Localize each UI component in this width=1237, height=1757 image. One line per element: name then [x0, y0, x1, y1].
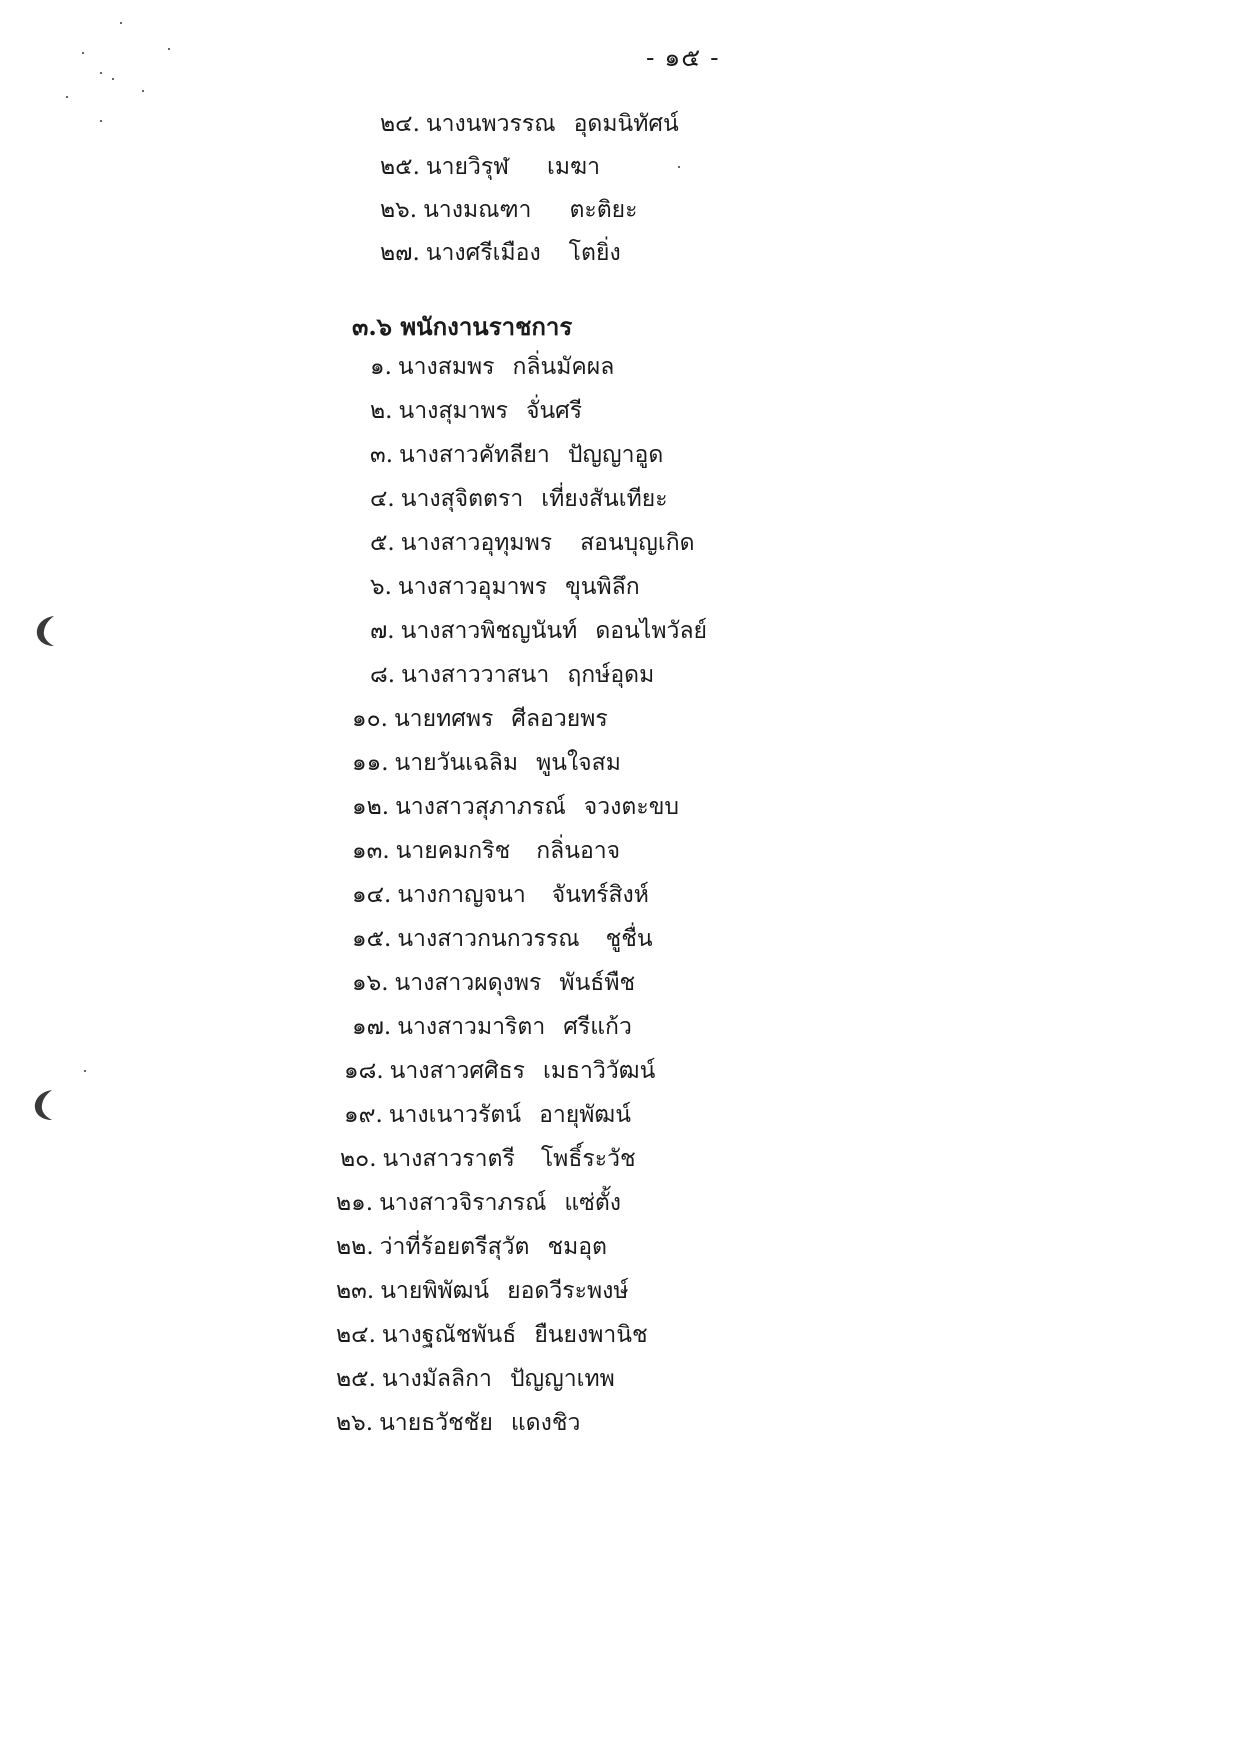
- item-last-name: อายุพัฒน์: [539, 1102, 631, 1128]
- item-number: ๔.: [370, 486, 395, 512]
- list-item: [370, 440, 663, 470]
- scan-speck: [112, 78, 114, 80]
- item-number: ๓.: [370, 442, 394, 468]
- item-number: ๖.: [370, 574, 392, 600]
- list-item: [352, 880, 649, 910]
- list-item: [370, 572, 640, 602]
- item-last-name: อุดมนิทัศน์: [573, 111, 679, 137]
- list-item: [352, 836, 620, 866]
- punch-hole-mark-icon: [34, 614, 56, 648]
- item-first-name: นางมณฑา: [423, 197, 532, 223]
- list-item: [380, 195, 638, 225]
- item-first-name: นางสาวมาริตา: [397, 1014, 546, 1040]
- item-first-name: นายวิรุฬ: [425, 154, 509, 180]
- item-number: ๑๖.: [352, 970, 389, 996]
- item-last-name: เที่ยงสันเทียะ: [541, 486, 668, 512]
- item-last-name: แซ่ตั้ง: [564, 1190, 622, 1216]
- item-last-name: ดอนไพวัลย์: [595, 618, 708, 644]
- item-last-name: โพธิ์ระวัช: [540, 1146, 636, 1172]
- item-last-name: จันทร์สิงห์: [551, 882, 649, 908]
- list-item: [352, 704, 608, 734]
- scan-speck: [168, 48, 170, 50]
- scan-speck: [120, 22, 122, 24]
- item-first-name: นางนพวรรณ: [425, 111, 556, 137]
- item-last-name: โตยิ่ง: [568, 240, 621, 266]
- item-number: ๒๓.: [336, 1278, 375, 1304]
- list-item: [370, 396, 582, 426]
- item-last-name: เมฆา: [547, 154, 601, 180]
- item-first-name: นายธวัชชัย: [379, 1410, 493, 1436]
- list-item: [380, 109, 679, 139]
- item-first-name: ว่าที่ร้อยตรีสุวัต: [379, 1234, 530, 1260]
- item-first-name: นางสาวพิชญนันท์: [400, 618, 578, 644]
- item-last-name: แดงชิว: [510, 1410, 581, 1436]
- list-item: [370, 660, 654, 690]
- item-number: ๑๓.: [352, 838, 390, 864]
- item-first-name: นางเนาวรัตน์: [388, 1102, 522, 1128]
- scan-speck: [82, 52, 84, 54]
- item-number: ๒๕.: [336, 1366, 376, 1392]
- item-first-name: นางสมพร: [397, 354, 495, 380]
- item-first-name: นางสาวอุทุมพร: [400, 530, 553, 556]
- scan-speck: [84, 1070, 86, 1072]
- item-last-name: ศีลอวยพร: [511, 706, 608, 732]
- item-number: ๑๕.: [352, 926, 392, 952]
- item-last-name: ศรีแก้ว: [563, 1014, 632, 1040]
- item-number: ๒๕.: [380, 154, 420, 180]
- item-first-name: นางกาญจนา: [397, 882, 526, 908]
- item-number: ๑๔.: [352, 882, 392, 908]
- item-number: ๑๐.: [352, 706, 388, 732]
- list-item: [352, 968, 635, 998]
- item-last-name: สอนบุญเกิด: [580, 530, 695, 556]
- list-item: [352, 1012, 632, 1042]
- item-number: ๒.: [370, 398, 393, 424]
- item-last-name: กลิ่นมัคผล: [512, 354, 615, 380]
- list-item: [336, 1320, 648, 1350]
- item-first-name: นางมัลลิกา: [381, 1366, 492, 1392]
- list-item: [370, 352, 614, 382]
- list-item: [370, 616, 707, 646]
- item-first-name: นางสาวคัทลียา: [399, 442, 550, 468]
- scan-speck: [100, 120, 102, 122]
- item-first-name: นายคมกริช: [395, 838, 511, 864]
- item-last-name: ขุนพิลึก: [565, 574, 640, 600]
- item-number: ๑๒.: [352, 794, 390, 820]
- list-item: [336, 1188, 621, 1218]
- list-item: [380, 152, 600, 182]
- list-item: [352, 748, 621, 778]
- list-item: [336, 1232, 607, 1262]
- list-item: [344, 1100, 631, 1130]
- item-number: ๑๘.: [344, 1058, 384, 1084]
- item-last-name: ฤกษ์อุดม: [567, 662, 655, 688]
- item-first-name: นางสาวสุภาภรณ์: [395, 794, 566, 820]
- item-number: ๘.: [370, 662, 396, 688]
- item-number: ๒๒.: [336, 1234, 374, 1260]
- item-number: ๒๐.: [340, 1146, 377, 1172]
- scan-speck: [100, 72, 102, 74]
- list-item: [370, 528, 695, 558]
- item-number: ๒๔.: [336, 1322, 376, 1348]
- item-number: ๑๑.: [352, 750, 389, 776]
- page-number: - ๑๕ -: [646, 43, 720, 72]
- list-item: [336, 1276, 629, 1306]
- list-item: [352, 924, 653, 954]
- list-item: [340, 1144, 636, 1174]
- item-last-name: จั่นศรี: [525, 398, 583, 424]
- item-number: ๕.: [370, 530, 395, 556]
- punch-hole-mark-icon: [32, 1088, 54, 1122]
- item-first-name: นางสาวศศิธร: [389, 1058, 525, 1084]
- list-item: [344, 1056, 655, 1086]
- item-first-name: นางสาววาสนา: [401, 662, 550, 688]
- item-first-name: นางสุมาพร: [398, 398, 508, 424]
- item-number: ๗.: [370, 618, 395, 644]
- item-first-name: นายพิพัฒน์: [380, 1278, 490, 1304]
- item-number: ๒๔.: [380, 111, 420, 137]
- item-last-name: ยอดวีระพงษ์: [507, 1278, 629, 1304]
- item-first-name: นางสาวอุมาพร: [397, 574, 548, 600]
- list-item: [380, 238, 621, 268]
- item-first-name: นายวันเฉลิม: [394, 750, 519, 776]
- item-last-name: พูนใจสม: [536, 750, 621, 776]
- scan-speck: [678, 166, 680, 168]
- item-last-name: พันธ์พืช: [559, 970, 636, 996]
- item-last-name: กลิ่นอาจ: [536, 838, 621, 864]
- list-item: [336, 1364, 615, 1394]
- item-first-name: นางสาวกนกวรรณ: [397, 926, 580, 952]
- item-first-name: นางศรีเมือง: [425, 240, 541, 266]
- item-last-name: ชมอุต: [547, 1234, 607, 1260]
- item-number: ๒๑.: [336, 1190, 374, 1216]
- item-last-name: ชูชื่น: [605, 926, 653, 952]
- item-number: ๒๗.: [380, 240, 420, 266]
- item-first-name: นางสุจิตตรา: [400, 486, 524, 512]
- item-first-name: นางสาวผดุงพร: [394, 970, 542, 996]
- item-last-name: ยืนยงพานิช: [534, 1322, 648, 1348]
- item-first-name: นางสาวราตรี: [382, 1146, 515, 1172]
- item-number: ๒๖.: [336, 1410, 374, 1436]
- section-heading: ๓.๖ พนักงานราชการ: [352, 312, 573, 341]
- item-number: ๑๗.: [352, 1014, 392, 1040]
- item-last-name: จวงตะขบ: [583, 794, 680, 820]
- item-last-name: ตะติยะ: [569, 197, 638, 223]
- item-last-name: ปัญญาอูด: [567, 442, 664, 468]
- item-last-name: เมธาวิวัฒน์: [542, 1058, 656, 1084]
- item-number: ๑.: [370, 354, 392, 380]
- item-number: ๒๖.: [380, 197, 418, 223]
- scan-speck: [66, 96, 68, 98]
- item-last-name: ปัญญาเทพ: [509, 1366, 615, 1392]
- list-item: [352, 792, 679, 822]
- scan-speck: [142, 90, 144, 92]
- item-number: ๑๙.: [344, 1102, 383, 1128]
- item-first-name: นายทศพร: [393, 706, 494, 732]
- item-first-name: นางฐณัชพันธ์: [381, 1322, 517, 1348]
- list-item: [336, 1408, 580, 1438]
- item-first-name: นางสาวจิราภรณ์: [379, 1190, 547, 1216]
- list-item: [370, 484, 668, 514]
